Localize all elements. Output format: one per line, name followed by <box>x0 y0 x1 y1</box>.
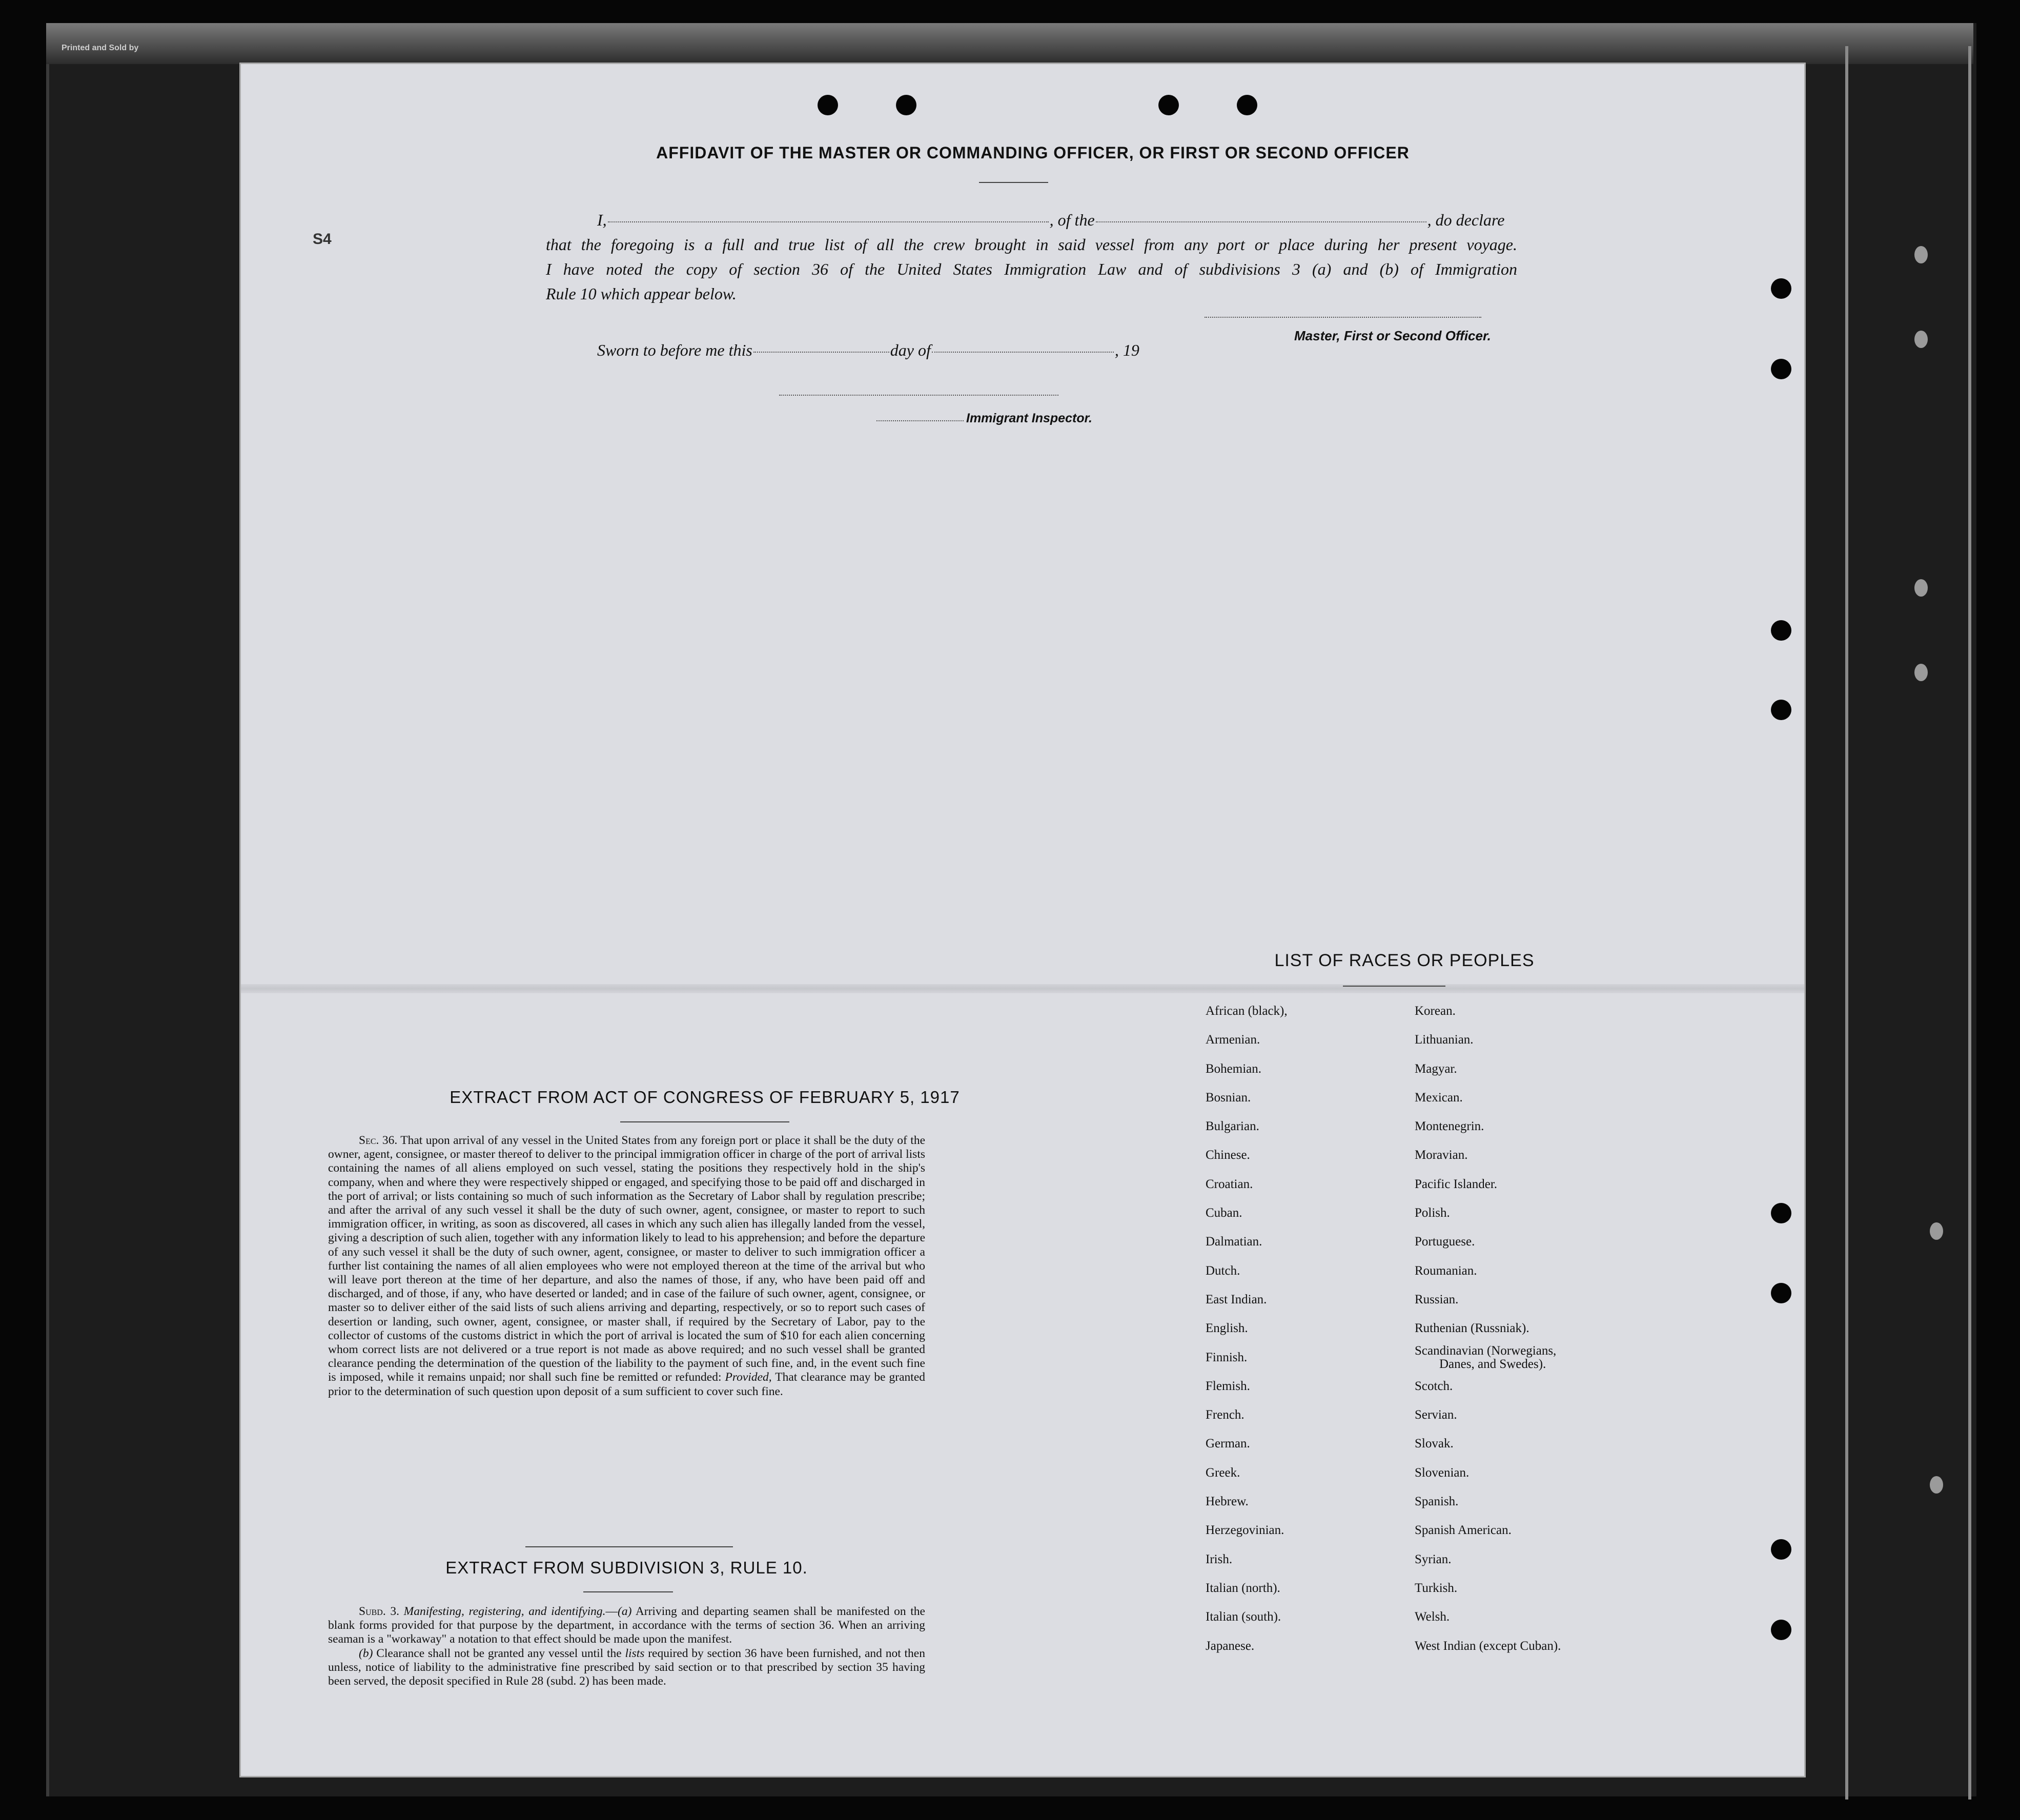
sheet-edge <box>1845 46 1848 1799</box>
section-36-text <box>328 1134 925 1399</box>
para-b-text-1: Clearance shall not be granted any vessel until the <box>376 1646 622 1660</box>
rule-heading: EXTRACT FROM SUBDIVISION 3, RULE 10. <box>445 1558 808 1577</box>
race-item: Montenegrin. <box>1415 1119 1484 1134</box>
affidavit-line-2: that the foregoing is a full and true list of all the crew brought in said vessel from any port or place during her present voyage. <box>546 235 1517 254</box>
punch-hole <box>1771 278 1791 299</box>
name-blank[interactable] <box>608 221 1049 222</box>
punch-hole <box>1771 620 1791 641</box>
race-item: Servian. <box>1415 1408 1457 1422</box>
underlying-hole <box>1930 1222 1943 1240</box>
race-item: Slovak. <box>1415 1437 1454 1451</box>
race-item: Croatian. <box>1206 1177 1253 1191</box>
race-item: Spanish. <box>1415 1495 1459 1509</box>
race-item: Pacific Islander. <box>1415 1177 1498 1191</box>
race-item-scandinavian <box>1415 1343 1561 1372</box>
para-b-lists: lists <box>625 1646 645 1660</box>
race-item: Portuguese. <box>1415 1235 1475 1249</box>
race-item: Hebrew. <box>1206 1495 1249 1509</box>
race-item: Slovenian. <box>1415 1465 1470 1480</box>
affidavit-line-1 <box>546 208 1517 232</box>
race-item: French. <box>1206 1408 1244 1422</box>
race-item: West Indian (except Cuban). <box>1415 1639 1561 1653</box>
punch-hole <box>1237 95 1257 115</box>
race-item: Dutch. <box>1206 1263 1240 1278</box>
punch-hole <box>1771 1620 1791 1640</box>
margin-mark: S4 <box>313 231 332 248</box>
affidavit-i: I, <box>597 211 607 229</box>
race-item: Irish. <box>1206 1552 1233 1566</box>
race-item: German. <box>1206 1437 1250 1451</box>
race-item-line: Scandinavian (Norwegians, <box>1415 1343 1557 1358</box>
affidavit-of-the: , of the <box>1049 211 1095 229</box>
subd-a-paragraph: Subd. 3. Manifesting, registering, and identifying.—(a) Arriving and departing seamen shall be manifested on the blank forms provided for that purpose by the department, in accordance with the terms of section 36. When an arriving seaman is a "workaway" a notation to that effect should be made upon the manifest. <box>328 1605 925 1646</box>
inspector-signature-line-2[interactable] <box>876 420 964 421</box>
sec-36-end: That clearance may be granted prior to the determination of such question upon deposit of a sum sufficient to cover such fine. <box>328 1371 926 1398</box>
races-heading-rule <box>1343 986 1445 987</box>
document-page <box>241 64 1804 1776</box>
sheet-edge <box>1968 46 1971 1799</box>
race-item: Bulgarian. <box>1206 1119 1259 1134</box>
underlying-hole <box>1930 1476 1943 1494</box>
inspector-signature-line[interactable] <box>779 395 1058 396</box>
race-item: Turkish. <box>1415 1581 1458 1595</box>
sworn-day-blank[interactable] <box>753 352 889 353</box>
subd-title: Manifesting, registering, and identifying. <box>403 1605 606 1618</box>
race-item: Russian. <box>1415 1292 1459 1306</box>
race-item: Lithuanian. <box>1415 1033 1474 1047</box>
race-item: East Indian. <box>1206 1292 1267 1306</box>
race-item: Italian (south). <box>1206 1610 1281 1624</box>
sworn-line <box>597 341 1139 360</box>
title-rule <box>979 182 1048 183</box>
affidavit-line-3: I have noted the copy of section 36 of the United States Immigration Law and of subdivisions 3 (a) and (b) of Immigration <box>546 260 1517 278</box>
race-item: Polish. <box>1415 1206 1450 1220</box>
top-strip <box>46 23 1973 64</box>
race-item: Mexican. <box>1415 1090 1463 1105</box>
races-column-2 <box>1415 997 1561 1661</box>
race-item: Greek. <box>1206 1465 1240 1480</box>
sec-36-body: That upon arrival of any vessel in the United States from any foreign port or place it shall be the duty of the owner, agent, consignee, or master thereof to deliver to the principal immigration officer in charge of the port of arrival lists containing the names of all aliens employed on such vessel, stating the positions they respectively hold in the ship's company, when and where they were respectively shipped or engaged, and specifying those to be paid off and discharged in the port of arrival; or lists containing so much of such information as the Secretary of Labor shall by regulation prescribe; and after the arrival of any such vessel it shall be the duty of such owner, agent, consignee, or master to report to such immigration officer, in writing, as soon as discovered, all cases in which any such alien has illegally landed from the vessel, giving a description of such alien, together with any information likely to lead to his apprehension; and before the departure of any such vessel it shall be the duty of such owner, agent, consignee, or master to deliver to such immigration officer a further list containing the names of all alien employees who were not employed thereon at the time of the arrival but who will leave port thereon at the time of her departure, and also the names of those, if any, who have been paid off and discharged, and of those, if any, who have deserted or landed; and in case of the failure of such owner, agent, consignee, or master so to deliver either of the said lists of such aliens arriving and departing, respectively, or so to report such cases of desertion or landing, such owner, agent, consignee, or master shall, if required by the Secretary of Labor, pay to the collector of customs of the customs district in which the port of arrival is located the sum of $10 for each alien concerning whom correct lists are not delivered or a true report is not made as above required; and no such vessel shall be granted clearance pending the determination of the question of the liability to the payment of such fine, and, in the event such fine is imposed, while it remains unpaid; nor shall such fine be remitted or refunded: <box>328 1134 926 1384</box>
master-signature-caption: Master, First or Second Officer. <box>1294 328 1491 343</box>
race-item: Bohemian. <box>1206 1061 1262 1076</box>
punch-hole <box>1158 95 1179 115</box>
para-b-label: (b) <box>359 1646 373 1660</box>
punch-hole <box>1771 1203 1791 1223</box>
vessel-blank[interactable] <box>1096 221 1426 222</box>
underlying-hole <box>1914 331 1928 348</box>
punch-hole <box>1771 700 1791 720</box>
affidavit-title: AFFIDAVIT OF THE MASTER OR COMMANDING OFFICER, OR FIRST OR SECOND OFFICER <box>656 144 1410 162</box>
race-item: Herzegovinian. <box>1206 1523 1284 1538</box>
race-item: Italian (north). <box>1206 1581 1280 1595</box>
page-fold <box>241 984 1804 993</box>
underlying-hole <box>1914 246 1928 263</box>
race-item: Korean. <box>1415 1004 1456 1018</box>
sworn-text: Sworn to before me this <box>597 341 752 359</box>
race-item: Spanish American. <box>1415 1523 1512 1538</box>
section-divider <box>525 1546 733 1547</box>
race-item: Scotch. <box>1415 1379 1453 1393</box>
rule-10-text <box>328 1605 925 1688</box>
race-item: Japanese. <box>1206 1639 1255 1653</box>
sec-label: Sec. 36. <box>359 1134 398 1147</box>
act-heading: EXTRACT FROM ACT OF CONGRESS OF FEBRUARY 5, 1917 <box>450 1088 960 1107</box>
race-item: African (black), <box>1206 1004 1288 1018</box>
act-heading-rule <box>620 1121 789 1122</box>
race-item: Magyar. <box>1415 1061 1457 1076</box>
underlying-hole <box>1914 664 1928 681</box>
race-item: Chinese. <box>1206 1148 1250 1162</box>
para-a-text: Arriving and departing seamen shall be manifested on the blank forms provided for that purpose by the department, in accordance with the terms of section 36. When an arriving seaman is a "workaway" a notation to that effect should be made upon the manifest. <box>328 1605 925 1646</box>
race-item: Flemish. <box>1206 1379 1250 1393</box>
corner-print: Printed and Sold by <box>62 44 139 52</box>
race-item: Finnish. <box>1206 1350 1248 1364</box>
punch-hole <box>1771 359 1791 379</box>
sworn-month-blank[interactable] <box>932 352 1114 353</box>
race-item: Syrian. <box>1415 1552 1452 1566</box>
race-item: Welsh. <box>1415 1610 1450 1624</box>
year-text: , 19 <box>1114 341 1139 359</box>
races-column-1 <box>1206 997 1288 1661</box>
race-item: English. <box>1206 1321 1248 1336</box>
race-item: Armenian. <box>1206 1033 1260 1047</box>
punch-hole <box>896 95 916 115</box>
provided-label: Provided, <box>725 1371 772 1384</box>
master-signature-line[interactable] <box>1205 317 1481 318</box>
para-a-label: (a) <box>618 1605 632 1618</box>
subd-label: Subd. 3. <box>359 1605 400 1618</box>
race-item: Cuban. <box>1206 1206 1242 1220</box>
race-item: Moravian. <box>1415 1148 1468 1162</box>
punch-hole <box>1771 1539 1791 1560</box>
affidavit-line-4: Rule 10 which appear below. <box>546 284 737 303</box>
race-item: Bosnian. <box>1206 1090 1251 1105</box>
race-item: Roumanian. <box>1415 1263 1477 1278</box>
para-b-text-2: required by section 36 have been furnished, and not then unless, notice of liability to the administrative fine prescribed by said section or to that prescribed by section 35 having been served, the deposit specified in Rule 28 (subd. 2) has been made. <box>328 1646 925 1688</box>
rule-heading-rule <box>583 1591 673 1592</box>
underlying-hole <box>1914 579 1928 597</box>
affidavit-do-declare: , do declare <box>1427 211 1505 229</box>
day-of-text: day of <box>890 341 931 359</box>
race-item: Ruthenian (Russniak). <box>1415 1321 1529 1336</box>
subd-b-paragraph <box>328 1647 925 1689</box>
inspector-caption: Immigrant Inspector. <box>966 411 1092 425</box>
affidavit-body <box>546 208 1517 306</box>
punch-hole <box>1771 1283 1791 1303</box>
section-36-paragraph <box>328 1134 925 1399</box>
race-item-line-cont: Danes, and Swedes). <box>1439 1357 1546 1371</box>
punch-hole <box>818 95 838 115</box>
race-item: Dalmatian. <box>1206 1235 1262 1249</box>
races-heading: LIST OF RACES OR PEOPLES <box>1274 951 1535 970</box>
